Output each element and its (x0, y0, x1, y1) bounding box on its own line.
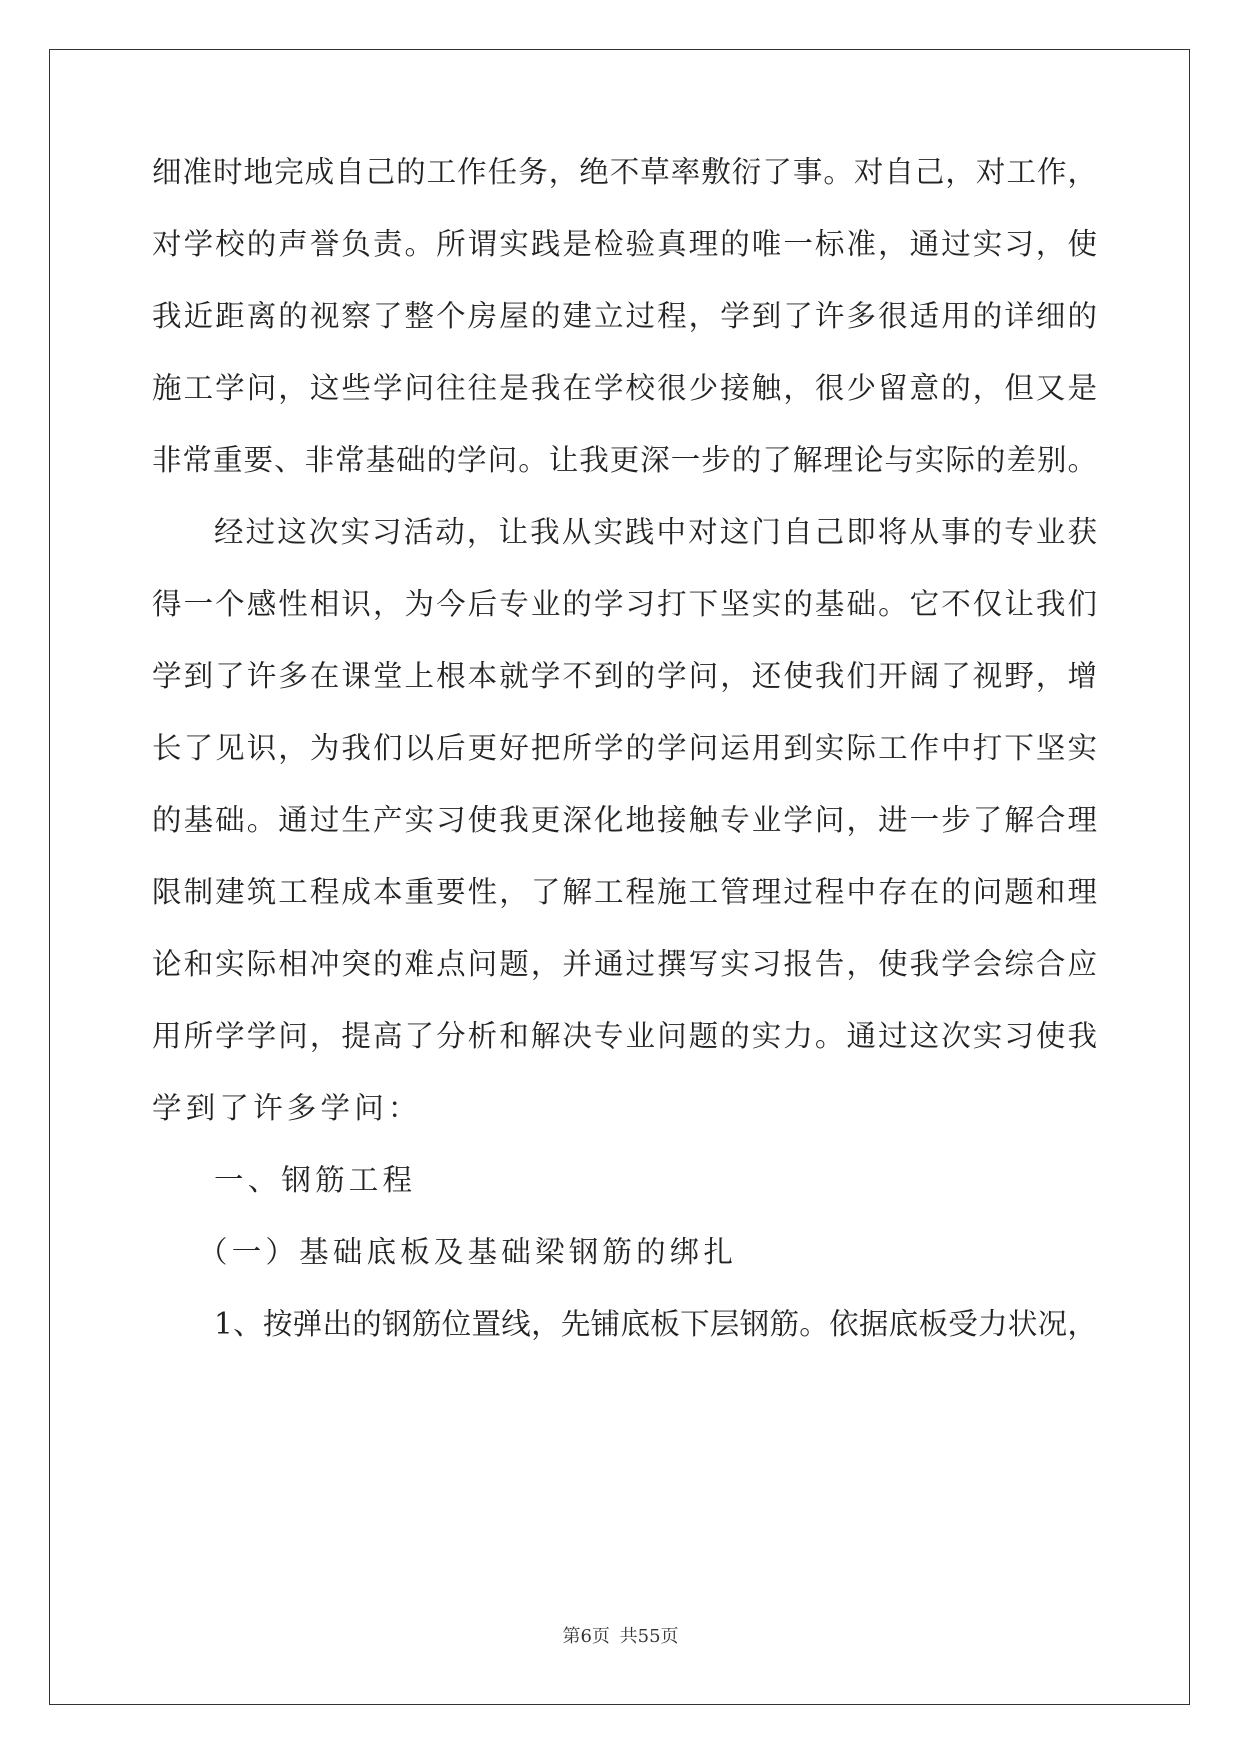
text-line: 的基础。通过生产实习使我更深化地接触专业学问，进一步了解合理 (152, 803, 1097, 837)
page-total: 共55页 (619, 1626, 679, 1647)
subsection-heading: （一）基础底板及基础梁钢筋的绑扎 (198, 1235, 738, 1269)
text-line: 学到了许多在课堂上根本就学不到的学问，还使我们开阔了视野，增 (152, 659, 1097, 693)
text-line: 对学校的声誉负责。所谓实践是检验真理的唯一标准，通过实习，使 (152, 227, 1097, 261)
text-line: 学到了许多学问： (152, 1091, 422, 1125)
text-line: 限制建筑工程成本重要性，了解工程施工管理过程中存在的问题和理 (152, 875, 1097, 909)
text-line: 经过这次实习活动，让我从实践中对这门自己即将从事的专业获 (214, 515, 1097, 549)
text-line: 我近距离的视察了整个房屋的建立过程，学到了许多很适用的详细的 (152, 299, 1097, 333)
text-line: 长了见识，为我们以后更好把所学的学问运用到实际工作中打下坚实 (152, 731, 1097, 765)
section-heading: 一、钢筋工程 (214, 1163, 417, 1197)
text-line: 施工学问，这些学问往往是我在学校很少接触，很少留意的，但又是 (152, 371, 1097, 405)
text-line: 得一个感性相识，为今后专业的学习打下坚实的基础。它不仅让我们 (152, 587, 1097, 621)
text-line: 细准时地完成自己的工作任务，绝不草率敷衍了事。对自己，对工作， (152, 155, 1097, 189)
page-footer (0, 1625, 1241, 1649)
text-line: 论和实际相冲突的难点问题，并通过撰写实习报告，使我学会综合应 (152, 947, 1097, 981)
text-line: 用所学学问，提高了分析和解决专业问题的实力。通过这次实习使我 (152, 1019, 1097, 1053)
page-number: 第6页 (562, 1626, 610, 1647)
text-line: 非常重要、非常基础的学问。让我更深一步的了解理论与实际的差别。 (152, 443, 1097, 477)
text-line: 1、按弹出的钢筋位置线，先铺底板下层钢筋。依据底板受力状况， (214, 1307, 1097, 1341)
